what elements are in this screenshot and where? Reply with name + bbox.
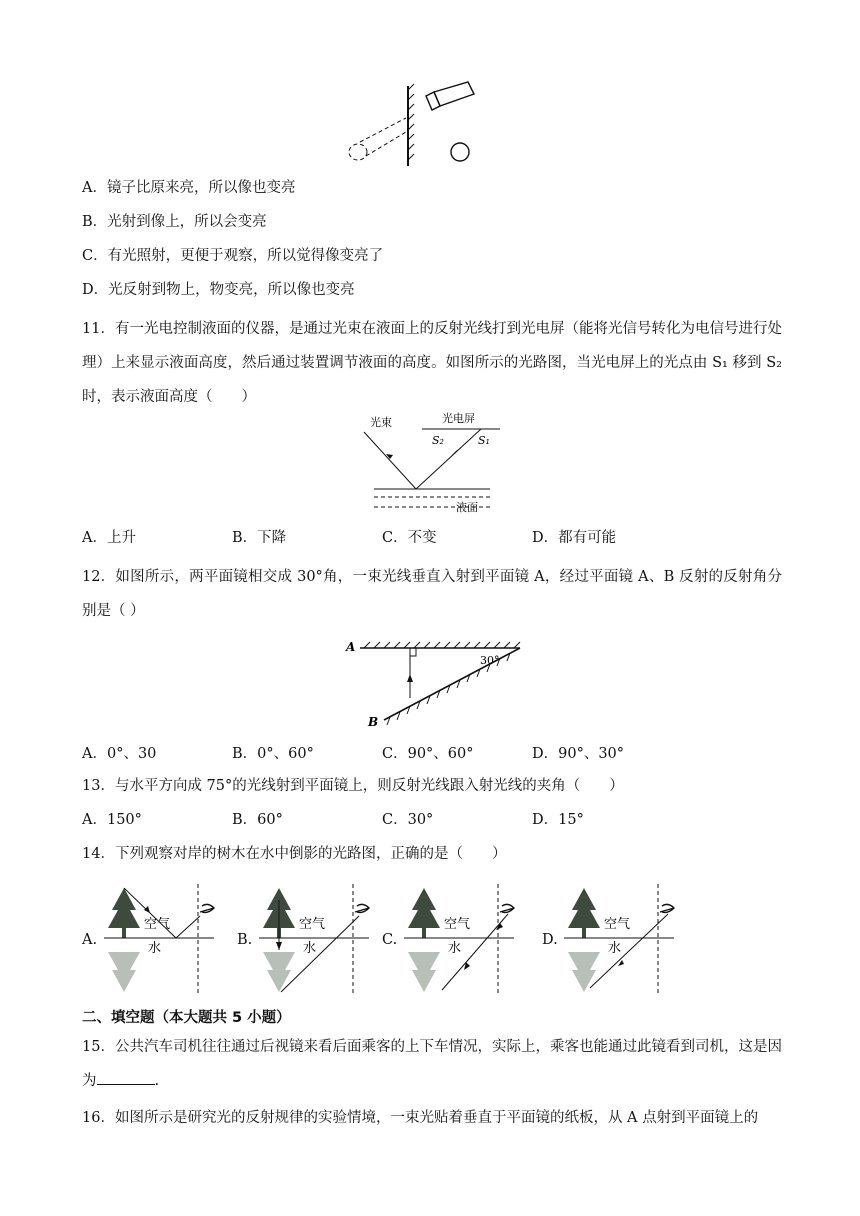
q14-b-water: 水 — [303, 941, 317, 956]
q14-d-air: 空气 — [604, 917, 631, 932]
q13-option-d[interactable]: D．15° — [532, 812, 584, 828]
q10-option-a[interactable]: A．镜子比原来亮，所以像也变亮 — [82, 180, 296, 196]
q12-option-d[interactable]: D．90°、30° — [532, 746, 625, 762]
q10-option-b[interactable]: B．光射到像上，所以会变亮 — [82, 214, 267, 230]
q16-stem: 16．如图所示是研究光的反射规律的实验情境，一束光贴着垂直于平面镜的纸板，从 A 点射到平面镜上的 — [82, 1110, 759, 1126]
q11-option-b[interactable]: B．下降 — [232, 530, 287, 546]
q14-panel-a[interactable] — [82, 880, 232, 1000]
q14-panel-b[interactable] — [237, 880, 387, 1000]
q14-panel-b-letter: B. — [237, 932, 253, 948]
q13-option-b[interactable]: B．60° — [232, 812, 283, 828]
q11-option-c[interactable]: C．不变 — [382, 530, 437, 546]
q11-fig-screen-label: 光电屏 — [442, 412, 475, 425]
q14-stem: 14．下列观察对岸的树木在水中倒影的光路图，正确的是（ ） — [82, 846, 507, 862]
q11-option-d[interactable]: D．都有可能 — [532, 530, 617, 546]
q14-panel-c-letter: C. — [382, 932, 398, 948]
q12-option-a[interactable]: A．0°、30 — [82, 746, 157, 762]
q12-fig-angle-label: 30° — [480, 654, 500, 667]
q15 — [82, 1030, 782, 1098]
q12-fig-b-label: B — [368, 715, 379, 729]
q14-a-air: 空气 — [144, 917, 171, 932]
q10-option-c[interactable]: C．有光照射，更便于观察，所以觉得像变亮了 — [82, 248, 384, 264]
q14-panel-a-letter: A. — [82, 932, 98, 948]
q15-stem: 15．公共汽车司机往往通过后视镜来看后面乘客的上下车情况，实际上，乘客也能通过此镜看到司机，这是因为 — [82, 1039, 782, 1089]
q11-figure — [360, 410, 500, 520]
section-2-title: 二、填空题（本大题共 5 小题） — [82, 1010, 291, 1026]
q14-figure — [82, 880, 702, 1000]
q10-option-d[interactable]: D．光反射到物上，物变亮，所以像也变亮 — [82, 282, 355, 298]
q12-stem: 12．如图所示，两平面镜相交成 30°角，一束光线垂直入射到平面镜 A，经过平面镜 A、B 反射的反射角分别是（ ） — [82, 569, 782, 619]
q12-fig-a-label: A — [346, 640, 356, 654]
q14-a-water: 水 — [148, 941, 162, 956]
q11-option-a[interactable]: A．上升 — [82, 530, 136, 546]
q12-option-c[interactable]: C．90°、60° — [382, 746, 474, 762]
q13-option-c[interactable]: C．30° — [382, 812, 434, 828]
q11-fig-s2-label: S₂ — [432, 434, 444, 447]
q14-d-water: 水 — [608, 941, 622, 956]
q11-fig-liquid-label: 液面 — [456, 501, 478, 514]
q10-figure — [340, 80, 490, 170]
q15-answer-blank[interactable] — [97, 1070, 155, 1085]
q11-stem: 11．有一光电控制液面的仪器，是通过光束在液面上的反射光线打到光电屏（能将光信号转化为电信号进行处理）上来显示液面高度，然后通过装置调节液面的高度。如图所示的光路图，当光电屏上的光点由 S₁ 移到 S₂时，表示液面高度（ ） — [82, 321, 782, 405]
q13-stem: 13．与水平方向成 75°的光线射到平面镜上，则反射光线跟入射光线的夹角（ ） — [82, 778, 624, 794]
q14-b-air: 空气 — [299, 917, 326, 932]
q14-panel-d-letter: D. — [542, 932, 558, 948]
q11-fig-s1-label: S₁ — [478, 434, 490, 447]
q14-panel-d[interactable] — [542, 880, 702, 1000]
q14-panel-c[interactable] — [382, 880, 542, 1000]
q13-option-a[interactable]: A．150° — [82, 812, 142, 828]
q12-figure — [340, 634, 530, 734]
q14-c-water: 水 — [448, 941, 462, 956]
q12-option-b[interactable]: B．0°、60° — [232, 746, 314, 762]
q15-tail: . — [154, 1073, 160, 1089]
q11-fig-beam-label: 光束 — [370, 416, 392, 429]
q14-c-air: 空气 — [444, 917, 471, 932]
